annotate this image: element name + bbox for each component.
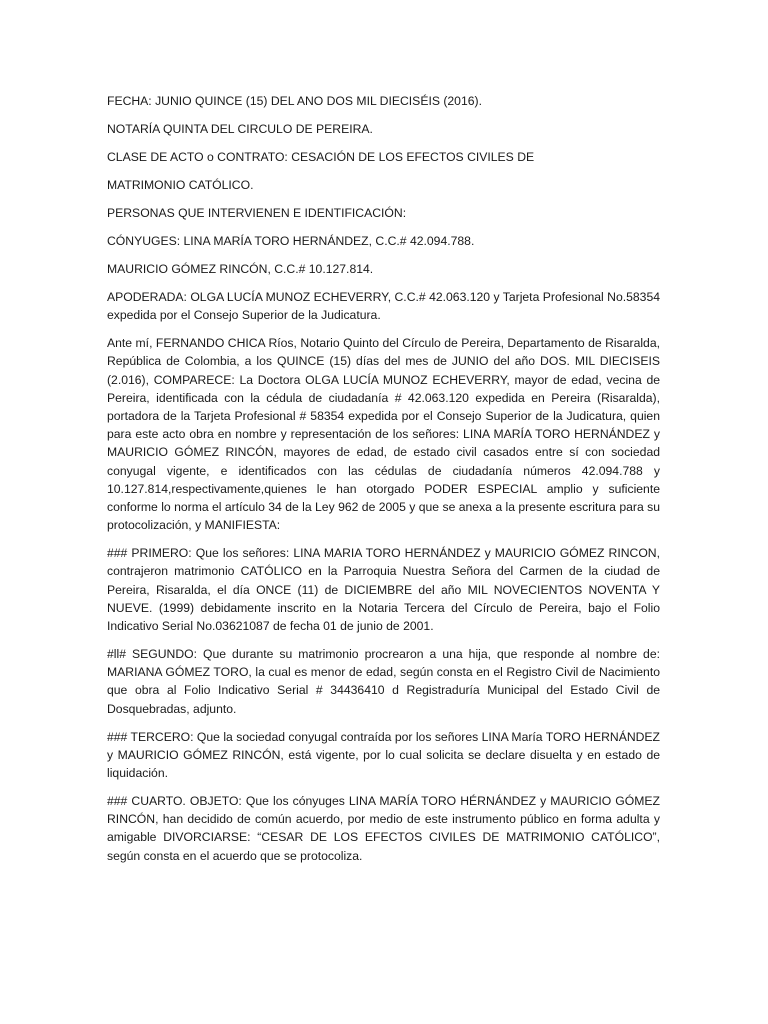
segundo-paragraph: #ll# SEGUNDO: Que durante su matrimonio procrearon a una hija, que responde al nombre de: MARIANA GÓMEZ TORO, la cual es menor de edad, según consta en el Registro Civil de Nacimiento que obra al Folio Indicativo Serial # 34436410 d Registraduría Municipal del Estado Civil de Dosquebradas, adjunto. xyxy=(107,647,660,716)
fecha-line: FECHA: JUNIO QUINCE (15) DEL ANO DOS MIL DIECISÉIS (2016). xyxy=(107,94,482,108)
document-page xyxy=(107,92,660,875)
primero-paragraph: ### PRIMERO: Que los señores: LINA MARIA TORO HERNÁNDEZ y MAURICIO GÓMEZ RINCON, contrajeron matrimonio CATÓLICO en la Parroquia Nuestra Señora del Carmen de la ciudad de Pereira, Risaralda, el día ONCE (11) de DICIEMBRE del año MIL NOVECIENTOS NOVENTA Y NUEVE. (1999) debidamente inscrito en la Notaria Tercera del Círculo de Pereira, bajo el Folio Indicativo Serial No.03621087 de fecha 01 de junio de 2001. xyxy=(107,546,660,634)
notaria-line: NOTARÍA QUINTA DEL CIRCULO DE PEREIRA. xyxy=(107,122,373,136)
mauricio-line: MAURICIO GÓMEZ RINCÓN, C.C.# 10.127.814. xyxy=(107,262,374,276)
cuarto-paragraph: ### CUARTO. OBJETO: Que los cónyuges LINA MARÍA TORO HÉRNÁNDEZ y MAURICIO GÓMEZ RINCÓN, han decidido de común acuerdo, por medio de este instrumento público en forma adulta y amigable DIVORCIARSE: “CESAR DE LOS EFECTOS CIVILES DE MATRIMONIO CATÓLICO”, según consta en el acuerdo que se protocoliza. xyxy=(107,794,660,863)
clase-acto-line: CLASE DE ACTO o CONTRATO: CESACIÓN DE LOS EFECTOS CIVILES DE xyxy=(107,150,535,164)
tercero-paragraph: ### TERCERO: Que la sociedad conyugal contraída por los señores LINA María TORO HERNÁNDEZ y MAURICIO GÓMEZ RINCÓN, está vigente, por lo cual solicita se declare disuelta y en estado de liquidación. xyxy=(107,729,660,781)
apoderada-paragraph: APODERADA: OLGA LUCÍA MUNOZ ECHEVERRY, C.C.# 42.063.120 y Tarjeta Profesional No.58354 expedida por el Consejo Superior de la Judicatura. xyxy=(107,290,660,323)
ante-mi-paragraph: Ante mí, FERNANDO CHICA Ríos, Notario Quinto del Círculo de Pereira, Departamento de Risaralda, República de Colombia, a los QUINCE (15) días del mes de JUNIO del año DOS. MIL DIECISEIS (2.016), COMPARECE: La Doctora OLGA LUCÍA MUNOZ ECHEVERRY, mayor de edad, vecina de Pereira, identificada con la cédula de ciudadanía # 42.063.120 expedida en Pereira (Risaralda), portadora de la Tarjeta Profesional # 58354 expedida por el Consejo Superior de la Judicatura, quien para este acto obra en nombre y representación de los señores: LINA MARÍA TORO HERNÁNDEZ y MAURICIO GÓMEZ RINCÓN, mayores de edad, de estado civil casados entre sí con sociedad conyugal vigente, e identificados con las cédulas de ciudadanía números 42.094.788 y 10.127.814,respectivamente,quienes le han otorgado PODER ESPECIAL amplio y suficiente conforme lo norma el artículo 34 de la Ley 962 de 2005 y que se anexa a la presente escritura para su protocolización, y MANIFIESTA: xyxy=(107,336,660,533)
conyuges-line: CÓNYUGES: LINA MARÍA TORO HERNÁNDEZ, C.C.# 42.094.788. xyxy=(107,234,475,248)
clase-acto-continuation-line: MATRIMONIO CATÓLICO. xyxy=(107,178,254,192)
personas-heading: PERSONAS QUE INTERVIENEN E IDENTIFICACIÓN: xyxy=(107,206,407,220)
